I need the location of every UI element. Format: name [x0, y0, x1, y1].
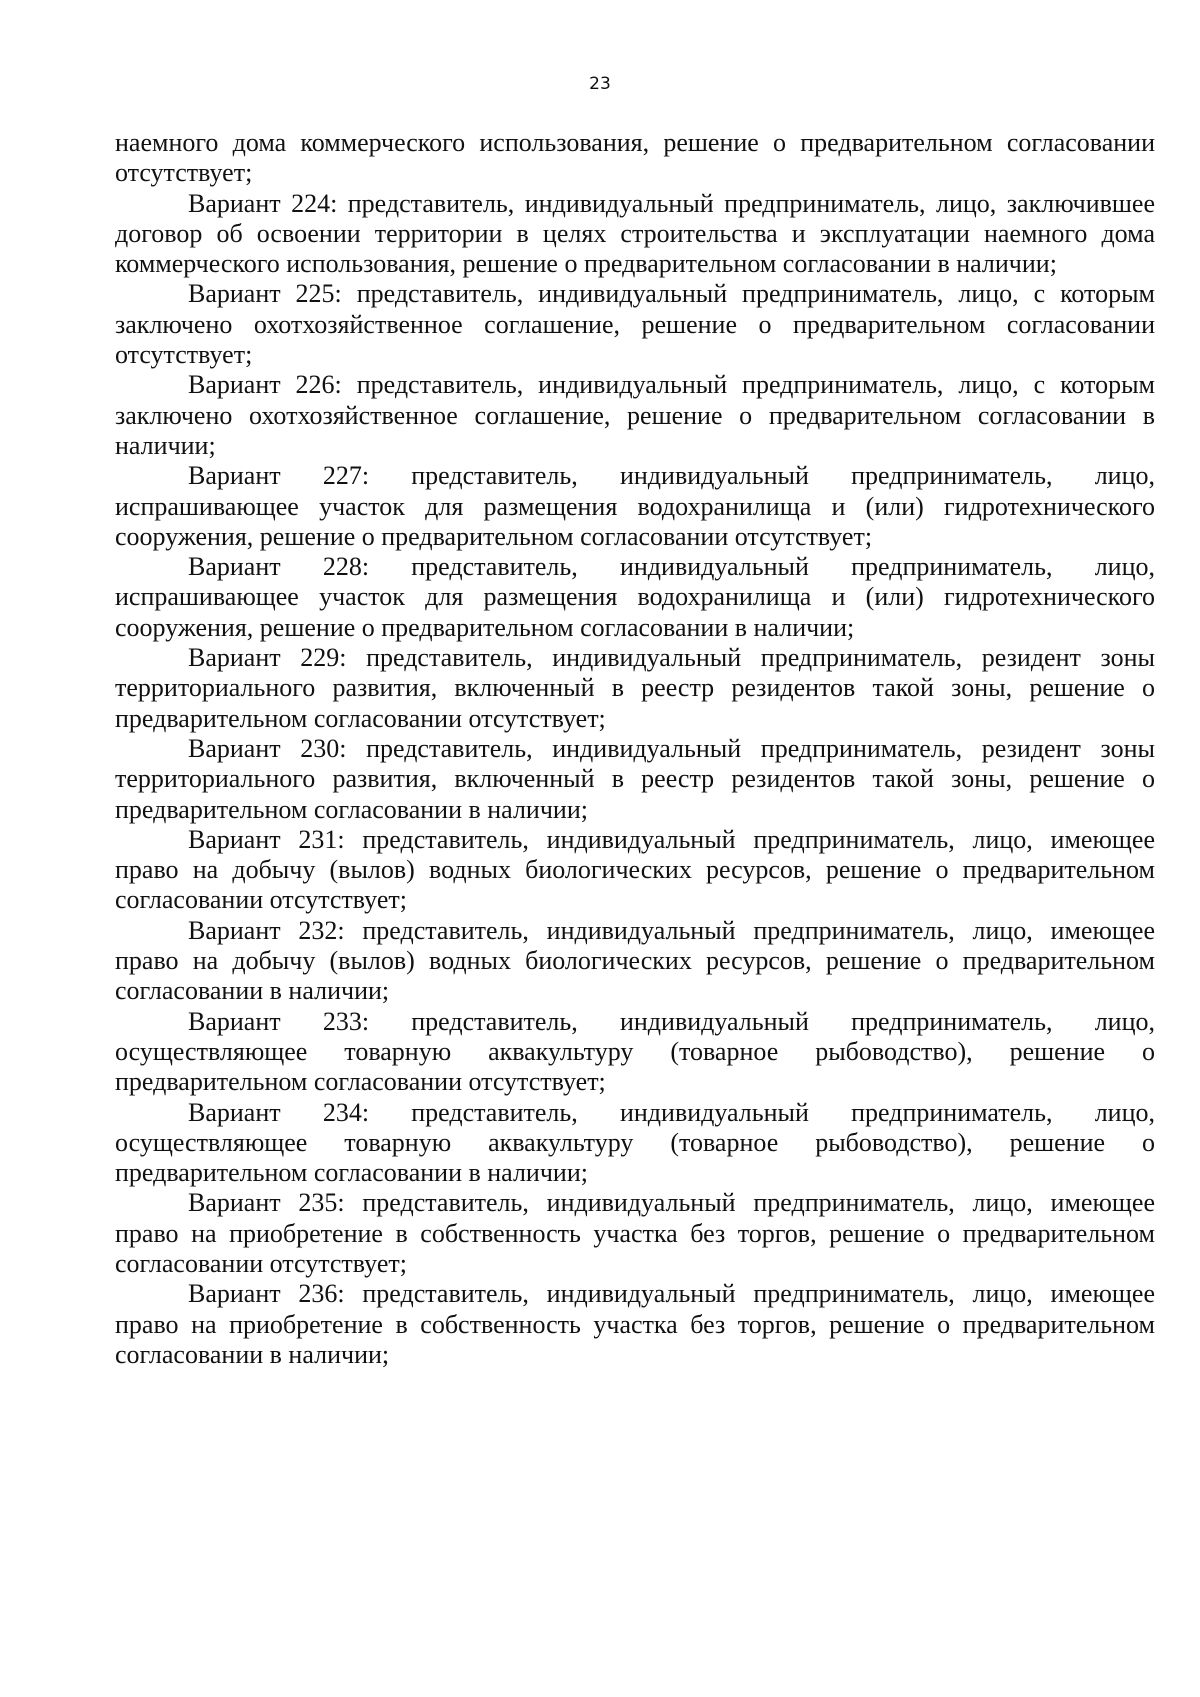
paragraph-variant-235: Вариант 235: представитель, индивидуальный предприниматель, лицо, имеющее право на приобретение в собственность участка без торгов, решение о предварительном согласовании отсутствует; [115, 1188, 1155, 1278]
paragraph-variant-227: Вариант 227: представитель, индивидуальный предприниматель, лицо, испрашивающее участок для размещения водохранилища и (или) гидротехнического сооружения, решение о предварительном согласовании отсутствует; [115, 461, 1155, 551]
paragraph-variant-225: Вариант 225: представитель, индивидуальный предприниматель, лицо, с которым заключено охотхозяйственное соглашение, решение о предварительном согласовании отсутствует; [115, 279, 1155, 370]
paragraph-variant-224: Вариант 224: представитель, индивидуальный предприниматель, лицо, заключившее договор об освоении территории в целях строительства и эксплуатации наемного дома коммерческого использования, решение о предварительном согласовании в наличии; [115, 188, 1155, 279]
paragraph-variant-231: Вариант 231: представитель, индивидуальный предприниматель, лицо, имеющее право на добычу (вылов) водных биологических ресурсов, решение о предварительном согласовании отсутствует; [115, 824, 1155, 915]
document-body [115, 128, 1155, 1370]
paragraph-variant-229: Вариант 229: представитель, индивидуальный предприниматель, резидент зоны территориального развития, включенный в реестр резидентов такой зоны, решение о предварительном согласовании отсутствует; [115, 643, 1155, 733]
page-number: 23 [589, 74, 611, 94]
paragraph-variant-226: Вариант 226: представитель, индивидуальный предприниматель, лицо, с которым заключено охотхозяйственное соглашение, решение о предварительном согласовании в наличии; [115, 370, 1155, 460]
paragraph-continuation: наемного дома коммерческого использования, решение о предварительном согласовании отсутствует; [115, 128, 1155, 188]
paragraph-variant-230: Вариант 230: представитель, индивидуальный предприниматель, резидент зоны территориального развития, включенный в реестр резидентов такой зоны, решение о предварительном согласовании в наличии; [115, 733, 1155, 824]
paragraph-variant-233: Вариант 233: представитель, индивидуальный предприниматель, лицо, осуществляющее товарную аквакультуру (товарное рыбоводство), решение о предварительном согласовании отсутствует; [115, 1006, 1155, 1097]
paragraph-variant-236: Вариант 236: представитель, индивидуальный предприниматель, лицо, имеющее право на приобретение в собственность участка без торгов, решение о предварительном согласовании в наличии; [115, 1279, 1155, 1369]
paragraph-variant-234: Вариант 234: представитель, индивидуальный предприниматель, лицо, осуществляющее товарную аквакультуру (товарное рыбоводство), решение о предварительном согласовании в наличии; [115, 1097, 1155, 1188]
paragraph-variant-232: Вариант 232: представитель, индивидуальный предприниматель, лицо, имеющее право на добычу (вылов) водных биологических ресурсов, решение о предварительном согласовании в наличии; [115, 915, 1155, 1006]
paragraph-variant-228: Вариант 228: представитель, индивидуальный предприниматель, лицо, испрашивающее участок для размещения водохранилища и (или) гидротехнического сооружения, решение о предварительном согласовании в наличии; [115, 552, 1155, 642]
